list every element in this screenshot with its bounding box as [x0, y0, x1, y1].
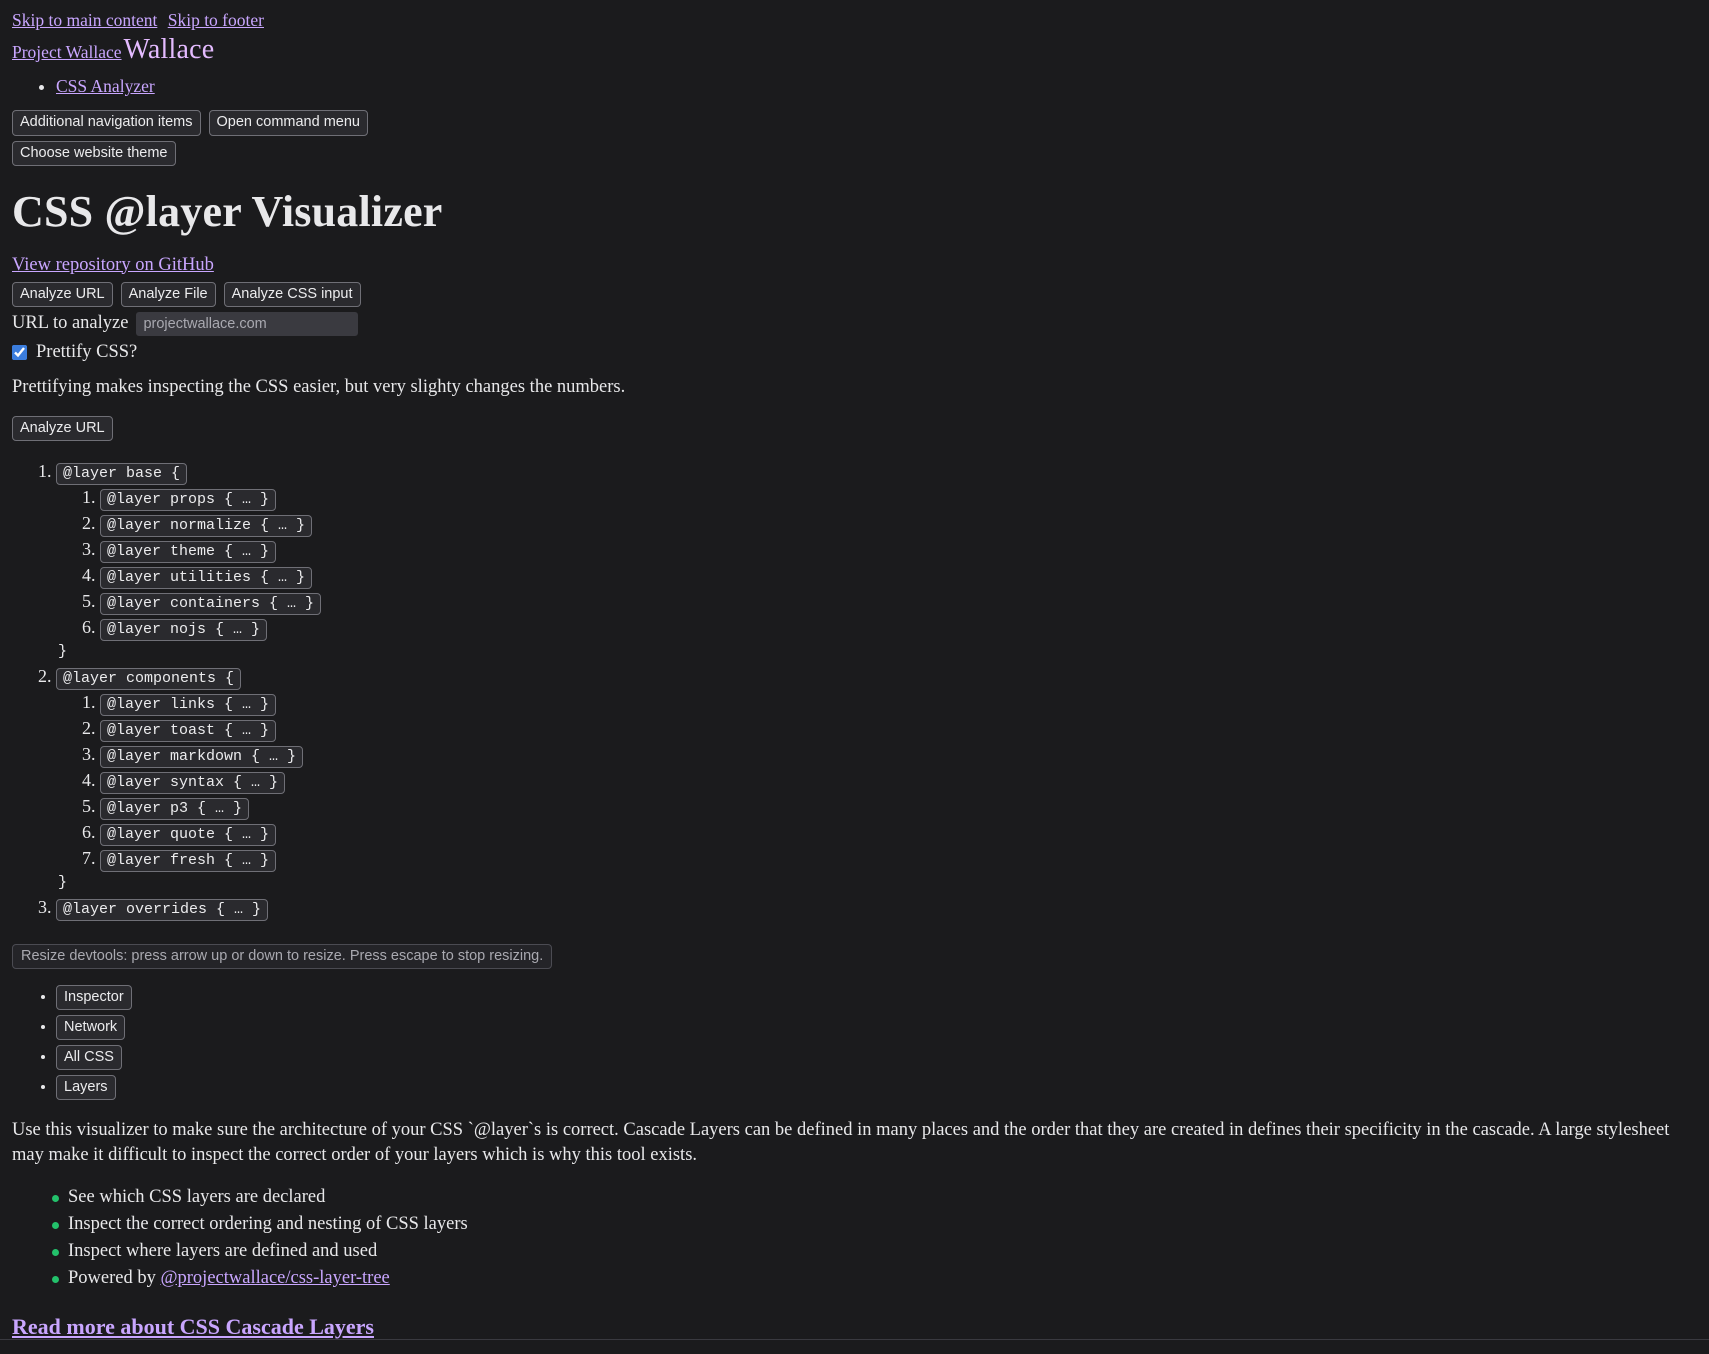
list-item [100, 744, 1697, 768]
open-command-menu-button[interactable]: Open command menu [209, 110, 368, 135]
list-item [100, 770, 1697, 794]
list-item [52, 1211, 1697, 1238]
nav-item-css-analyzer [56, 74, 1697, 99]
list-item [52, 1265, 1697, 1292]
layer-chip-normalize[interactable]: @layer normalize { … } [100, 515, 312, 537]
list-item [52, 1238, 1697, 1265]
nav-buttons-row-2 [12, 141, 1697, 166]
layer-chip-syntax[interactable]: @layer syntax { … } [100, 772, 285, 794]
layer-group-base [56, 461, 1697, 660]
devtools-tab-network[interactable]: Network [56, 1015, 125, 1040]
input-mode-tabs [12, 282, 1697, 307]
tab-analyze-url[interactable]: Analyze URL [12, 282, 113, 307]
list-item [100, 591, 1697, 615]
layer-group-components [56, 666, 1697, 891]
primary-nav [12, 74, 1697, 99]
layer-chip-containers[interactable]: @layer containers { … } [100, 593, 321, 615]
list-item [100, 718, 1697, 742]
list-item [56, 1075, 1697, 1100]
feature-text: Powered by [68, 1267, 161, 1288]
list-item [100, 617, 1697, 641]
layer-group-overrides [56, 897, 1697, 921]
page-title: CSS @layer Visualizer [12, 186, 443, 236]
nav-buttons-row-1 [12, 110, 1697, 135]
read-more-cascade-layers-link[interactable]: Read more about CSS Cascade Layers [12, 1313, 374, 1339]
list-item [56, 1045, 1697, 1070]
list-item [100, 822, 1697, 846]
read-more-heading [12, 1314, 1697, 1340]
layer-close-brace-base: } [58, 642, 68, 660]
layer-chip-base-open[interactable]: @layer base { [56, 463, 187, 485]
list-item [100, 539, 1697, 563]
feature-text: See which CSS layers are declared [68, 1187, 326, 1208]
list-item [100, 796, 1697, 820]
bottom-divider [0, 1339, 1709, 1340]
skip-links [12, 10, 1697, 32]
skip-to-main-content-link[interactable]: Skip to main content [12, 10, 158, 30]
prettify-css-label: Prettify CSS? [36, 341, 138, 362]
layer-chip-toast[interactable]: @layer toast { … } [100, 720, 276, 742]
feature-text: Inspect the correct ordering and nesting of CSS layers [68, 1214, 468, 1235]
list-item [100, 565, 1697, 589]
layer-chip-components-open[interactable]: @layer components { [56, 668, 241, 690]
project-wallace-home-link[interactable]: Project Wallace [12, 41, 122, 62]
list-item [100, 692, 1697, 716]
layer-chip-p3[interactable]: @layer p3 { … } [100, 798, 249, 820]
choose-website-theme-button[interactable]: Choose website theme [12, 141, 176, 166]
about-description: Use this visualizer to make sure the architecture of your CSS `@layer`s is correct. Cascade Layers can be defined in many places and the order that they are created in defines their specificity in the cascade. A large stylesheet may make it difficult to inspect the correct order of your layers which is why this tool exists. [12, 1120, 1670, 1166]
prettify-css-checkbox[interactable] [12, 345, 27, 360]
list-item [100, 487, 1697, 511]
prettify-note: Prettifying makes inspecting the CSS easier, but very slighty changes the numbers. [12, 376, 626, 397]
view-repository-on-github-link[interactable]: View repository on GitHub [12, 254, 214, 275]
layer-chip-props[interactable]: @layer props { … } [100, 489, 276, 511]
layer-chip-nojs[interactable]: @layer nojs { … } [100, 619, 267, 641]
additional-navigation-items-button[interactable]: Additional navigation items [12, 110, 201, 135]
list-item [52, 1184, 1697, 1211]
brand [12, 34, 1697, 66]
layer-tree [12, 461, 1697, 921]
devtools-resize-handle[interactable]: Resize devtools: press arrow up or down to resize. Press escape to stop resizing. [12, 944, 552, 969]
skip-to-footer-link[interactable]: Skip to footer [167, 10, 264, 30]
css-layer-tree-package-link[interactable]: @projectwallace/css-layer-tree [160, 1267, 390, 1288]
devtools-tab-inspector[interactable]: Inspector [56, 985, 132, 1010]
layer-close-brace-components: } [58, 873, 68, 891]
layer-chip-fresh[interactable]: @layer fresh { … } [100, 850, 276, 872]
wallace-wordmark: Wallace [123, 33, 215, 65]
list-item [100, 513, 1697, 537]
list-item [100, 848, 1697, 872]
layer-children-components [56, 692, 1697, 872]
feature-list [12, 1184, 1697, 1291]
url-field-row [12, 312, 1697, 336]
devtools-tabs [12, 985, 1697, 1101]
nav-link-css-analyzer[interactable]: CSS Analyzer [56, 75, 155, 96]
feature-text: Inspect where layers are defined and used [68, 1240, 378, 1261]
analyze-url-submit-button[interactable]: Analyze URL [12, 416, 113, 441]
list-item [56, 1015, 1697, 1040]
layer-chip-links[interactable]: @layer links { … } [100, 694, 276, 716]
submit-row [12, 416, 1697, 441]
layer-chip-theme[interactable]: @layer theme { … } [100, 541, 276, 563]
tab-analyze-css-input[interactable]: Analyze CSS input [224, 282, 361, 307]
layer-chip-overrides[interactable]: @layer overrides { … } [56, 899, 268, 921]
list-item [56, 985, 1697, 1010]
url-input[interactable] [136, 312, 358, 336]
tab-analyze-file[interactable]: Analyze File [121, 282, 216, 307]
layer-chip-quote[interactable]: @layer quote { … } [100, 824, 276, 846]
layer-children-base [56, 487, 1697, 641]
url-input-label: URL to analyze [12, 313, 129, 334]
devtools-tab-all-css[interactable]: All CSS [56, 1045, 122, 1070]
prettify-css-row [12, 342, 1697, 363]
layer-chip-markdown[interactable]: @layer markdown { … } [100, 746, 303, 768]
devtools-tab-layers[interactable]: Layers [56, 1075, 116, 1100]
layer-chip-utilities[interactable]: @layer utilities { … } [100, 567, 312, 589]
